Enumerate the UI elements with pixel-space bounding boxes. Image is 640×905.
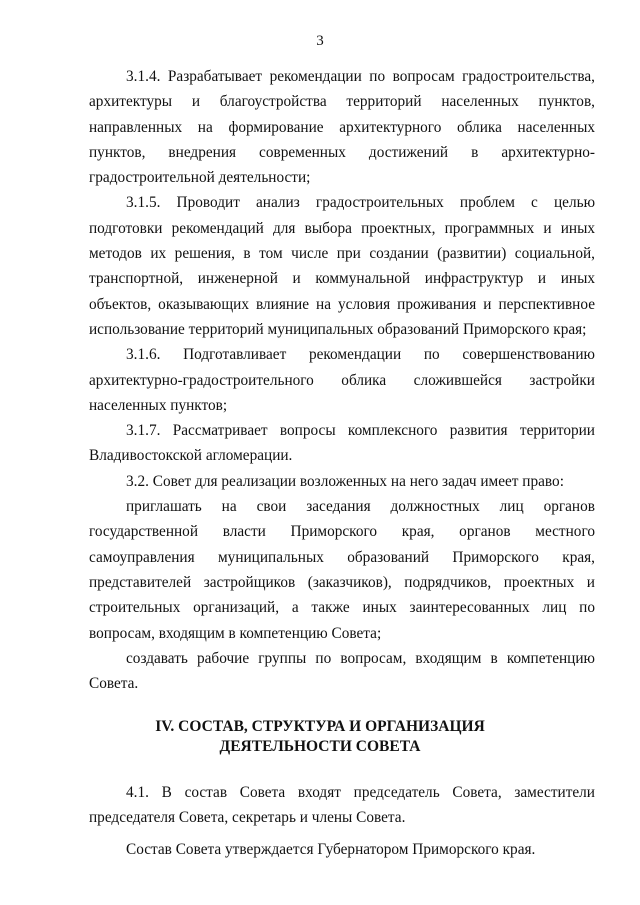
paragraph-composition: Состав Совета утверждается Губернатором Приморского края.	[126, 840, 536, 858]
document-body	[89, 64, 595, 696]
paragraph-invite: приглашать на свои заседания должностных лиц органов государственной власти Приморского края, органов местного самоуправления муниципальных образований Приморского края, представителей застройщиков (заказчиков), подрядчиков, проектных и строительных организаций, а также иных заинтересованных лиц по вопросам, входящим в компетенцию Совета;	[89, 498, 595, 642]
paragraph-3-1-6: 3.1.6. Подготавливает рекомендации по совершенствованию архитектурно-градостроительного облика сложившейся застройки населенных пунктов;	[89, 346, 595, 414]
section-body	[89, 780, 595, 862]
paragraph-3-2: 3.2. Совет для реализации возложенных на него задач имеет право:	[126, 472, 564, 490]
paragraph-3-1-5: 3.1.5. Проводит анализ градостроительных проблем с целью подготовки рекомендаций для выбора проектных, программных и иных методов их решения, в том числе при создании (развитии) социальной, транспортной, инженерной и коммунальной инфраструктур и иных объектов, оказывающих влияние на условия проживания и перспективное использование территорий муниципальных образований Приморского края;	[89, 194, 595, 338]
paragraph-4-1: 4.1. В состав Совета входят председатель Совета, заместители председателя Совета, секретарь и члены Совета.	[89, 784, 595, 827]
section-heading	[0, 717, 640, 757]
paragraph-working-groups: создавать рабочие группы по вопросам, входящим в компетенцию Совета.	[89, 649, 595, 693]
paragraph-3-1-4: 3.1.4. Разрабатывает рекомендации по вопросам градостроительства, архитектуры и благоустройства территорий населенных пунктов, направленных на формирование архитектурного облика населенных пунктов, внедрения современных достижений в архитектурно-градостроительной деятельности;	[89, 68, 595, 187]
section-heading-line-2: ДЕЯТЕЛЬНОСТИ СОВЕТА	[219, 738, 421, 755]
paragraph-3-1-7: 3.1.7. Рассматривает вопросы комплексного развития территории Владивостокской агломерации.	[89, 422, 595, 465]
section-heading-line-1: IV. СОСТАВ, СТРУКТУРА И ОРГАНИЗАЦИЯ	[155, 718, 485, 735]
page-number: 3	[316, 33, 324, 49]
